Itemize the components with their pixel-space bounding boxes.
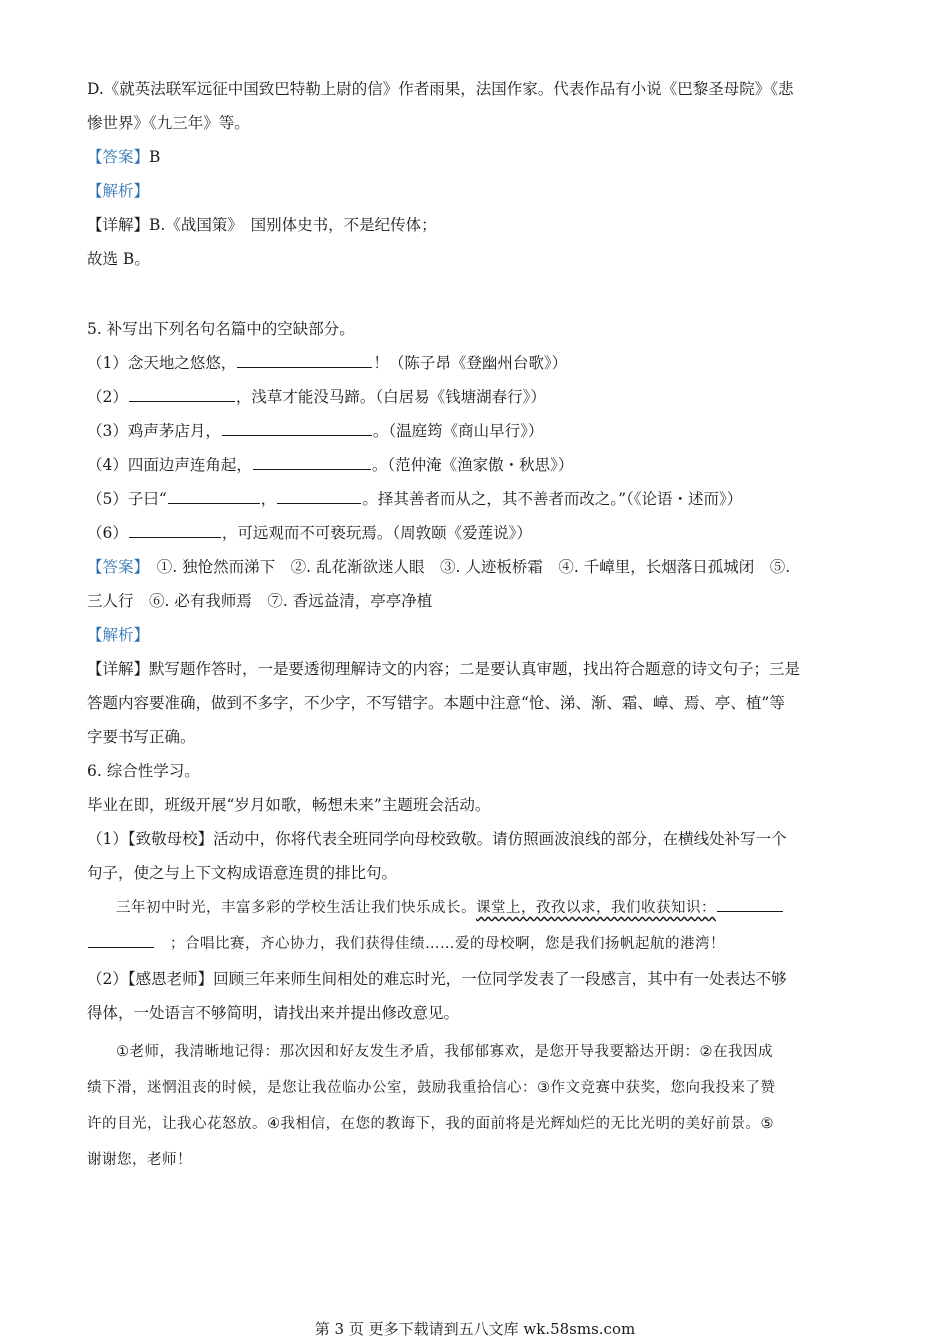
wavy-underlined-text: 课堂上，孜孜以求，我们收获知识： [476,900,716,916]
answer-blank[interactable] [129,521,221,538]
item-prefix: （3）鸡声茅店月， [87,422,221,440]
item-prefix: （1）念天地之悠悠， [87,354,237,372]
detail-label: 【详解】 [87,216,150,234]
q5-answer-line1 [87,550,867,584]
q4-answer [87,140,867,174]
item-suffix: 。（温庭筠《商山早行》） [372,422,544,440]
detail-label: 【详解】 [87,660,150,678]
section-gap [87,276,867,312]
answer-blank[interactable] [222,419,372,436]
answer-value: B [149,148,161,166]
q5-item-2 [87,380,867,414]
q5-item-1 [87,346,867,380]
q6-passage2-line1: ①老师，我清晰地记得：那次因和好友发生矛盾，我郁郁寡欢，是您开导我要豁达开朗：②在我因成 [116,1044,773,1060]
item-suffix: ，可远观而不可亵玩焉。（周敦颐《爱莲说》） [221,524,532,542]
q6-part2-line2: 得体，一处语言不够简明，请找出来并提出修改意见。 [87,1004,460,1022]
answer-blank[interactable] [277,487,361,504]
q5-item-3 [87,414,867,448]
document-page [87,72,867,1178]
q5-detail-line1 [87,652,867,686]
answer-text: ①. 独怆然而涕下 ②. 乱花渐欲迷人眼 ③. 人迹板桥霜 ④. 千嶂里，长烟落日孤城闭 ⑤. [156,558,791,576]
item-prefix: （4）四面边声连角起， [87,456,252,474]
item-suffix: ！（陈子昂《登幽州台歌》） [373,354,568,372]
item-suffix: ，浅草才能没马蹄。（白居易《钱塘湖春行》） [235,388,546,406]
q4-detail [87,208,867,242]
q4-option-d-line2: 惨世界》《九三年》等。 [87,114,250,132]
q5-answer-line2: 三人行 ⑥. 必有我师焉 ⑦. 香远益清，亭亭净植 [87,592,433,610]
answer-blank[interactable] [129,385,235,402]
item-prefix: （5）子曰“ [87,490,167,508]
page-footer: 第 3 页 更多下载请到五八文库 wk.58sms.com [314,1320,636,1338]
answer-blank[interactable] [88,931,154,948]
item-suffix: 。择其善者而从之，其不善者而改之。”（《论语・述而》） [362,490,743,508]
item-prefix: （6） [87,524,128,542]
answer-blank[interactable] [253,453,371,470]
detail-text: 默写题作答时，一是要透彻理解诗文的内容；二是要认真审题，找出符合题意的诗文句子；三是 [149,660,801,678]
item-prefix: （2） [87,388,128,406]
answer-blank[interactable] [237,351,372,368]
q6-part1-line2: 句子，使之与上下文构成语意连贯的排比句。 [87,864,398,882]
q5-item-5 [87,482,867,516]
q5-item-6 [87,516,867,550]
q5-analysis-label: 【解析】 [87,626,150,644]
answer-label: 【答案】 [87,558,142,576]
q4-option-d-line1: D.《就英法联军远征中国致巴特勒上尉的信》作者雨果，法国作家。代表作品有小说《巴黎圣母院》《悲 [87,80,794,98]
answer-label: 【答案】 [87,148,150,166]
answer-blank[interactable] [168,487,260,504]
q6-part1-line1: （1）【致敬母校】活动中，你将代表全班同学向母校致敬。请仿照画波浪线的部分，在横线处补写一个 [87,830,787,848]
detail-text: B.《战国策》 国别体史书，不是纪传体； [149,216,437,234]
q6-passage2-line3: 许的目光，让我心花怒放。④我相信，在您的教诲下，我的面前将是光辉灿烂的无比光明的美好前景。⑤ [87,1116,774,1132]
q5-item-4 [87,448,867,482]
q5-title: 5. 补写出下列名句名篇中的空缺部分。 [87,320,355,338]
item-suffix: 。（范仲淹《渔家傲・秋思》） [371,456,574,474]
q6-intro: 毕业在即，班级开展“岁月如歌，畅想未来”主题班会活动。 [87,796,491,814]
item-separator: ， [260,490,277,508]
q5-detail-line3: 字要书写正确。 [87,728,196,746]
q4-analysis-label: 【解析】 [87,182,150,200]
q6-passage2-line2: 绩下滑，迷惘沮丧的时候，是您让我莅临办公室，鼓励我重拾信心：③作文竞赛中获奖，您向我投来了赞 [87,1080,776,1096]
q4-conclusion: 故选 B。 [87,250,150,268]
q6-passage1 [87,890,867,962]
passage-tail: ；合唱比赛，齐心协力，我们获得佳绩……爱的母校啊，您是我们扬帆起航的港湾！ [170,936,725,952]
q5-detail-line2: 答题内容要准确，做到不多字，不少字，不写错字。本题中注意“怆、涕、渐、霜、嶂、焉、亭、植”等 [87,694,785,712]
answer-blank[interactable] [717,895,783,912]
q6-part2-line1: （2）【感恩老师】回顾三年来师生间相处的难忘时光，一位同学发表了一段感言，其中有一处表达不够 [87,970,787,988]
q6-passage2-line4: 谢谢您，老师！ [87,1152,192,1168]
passage-lead: 三年初中时光，丰富多彩的学校生活让我们快乐成长。 [116,900,476,916]
q6-title: 6. 综合性学习。 [87,762,200,780]
